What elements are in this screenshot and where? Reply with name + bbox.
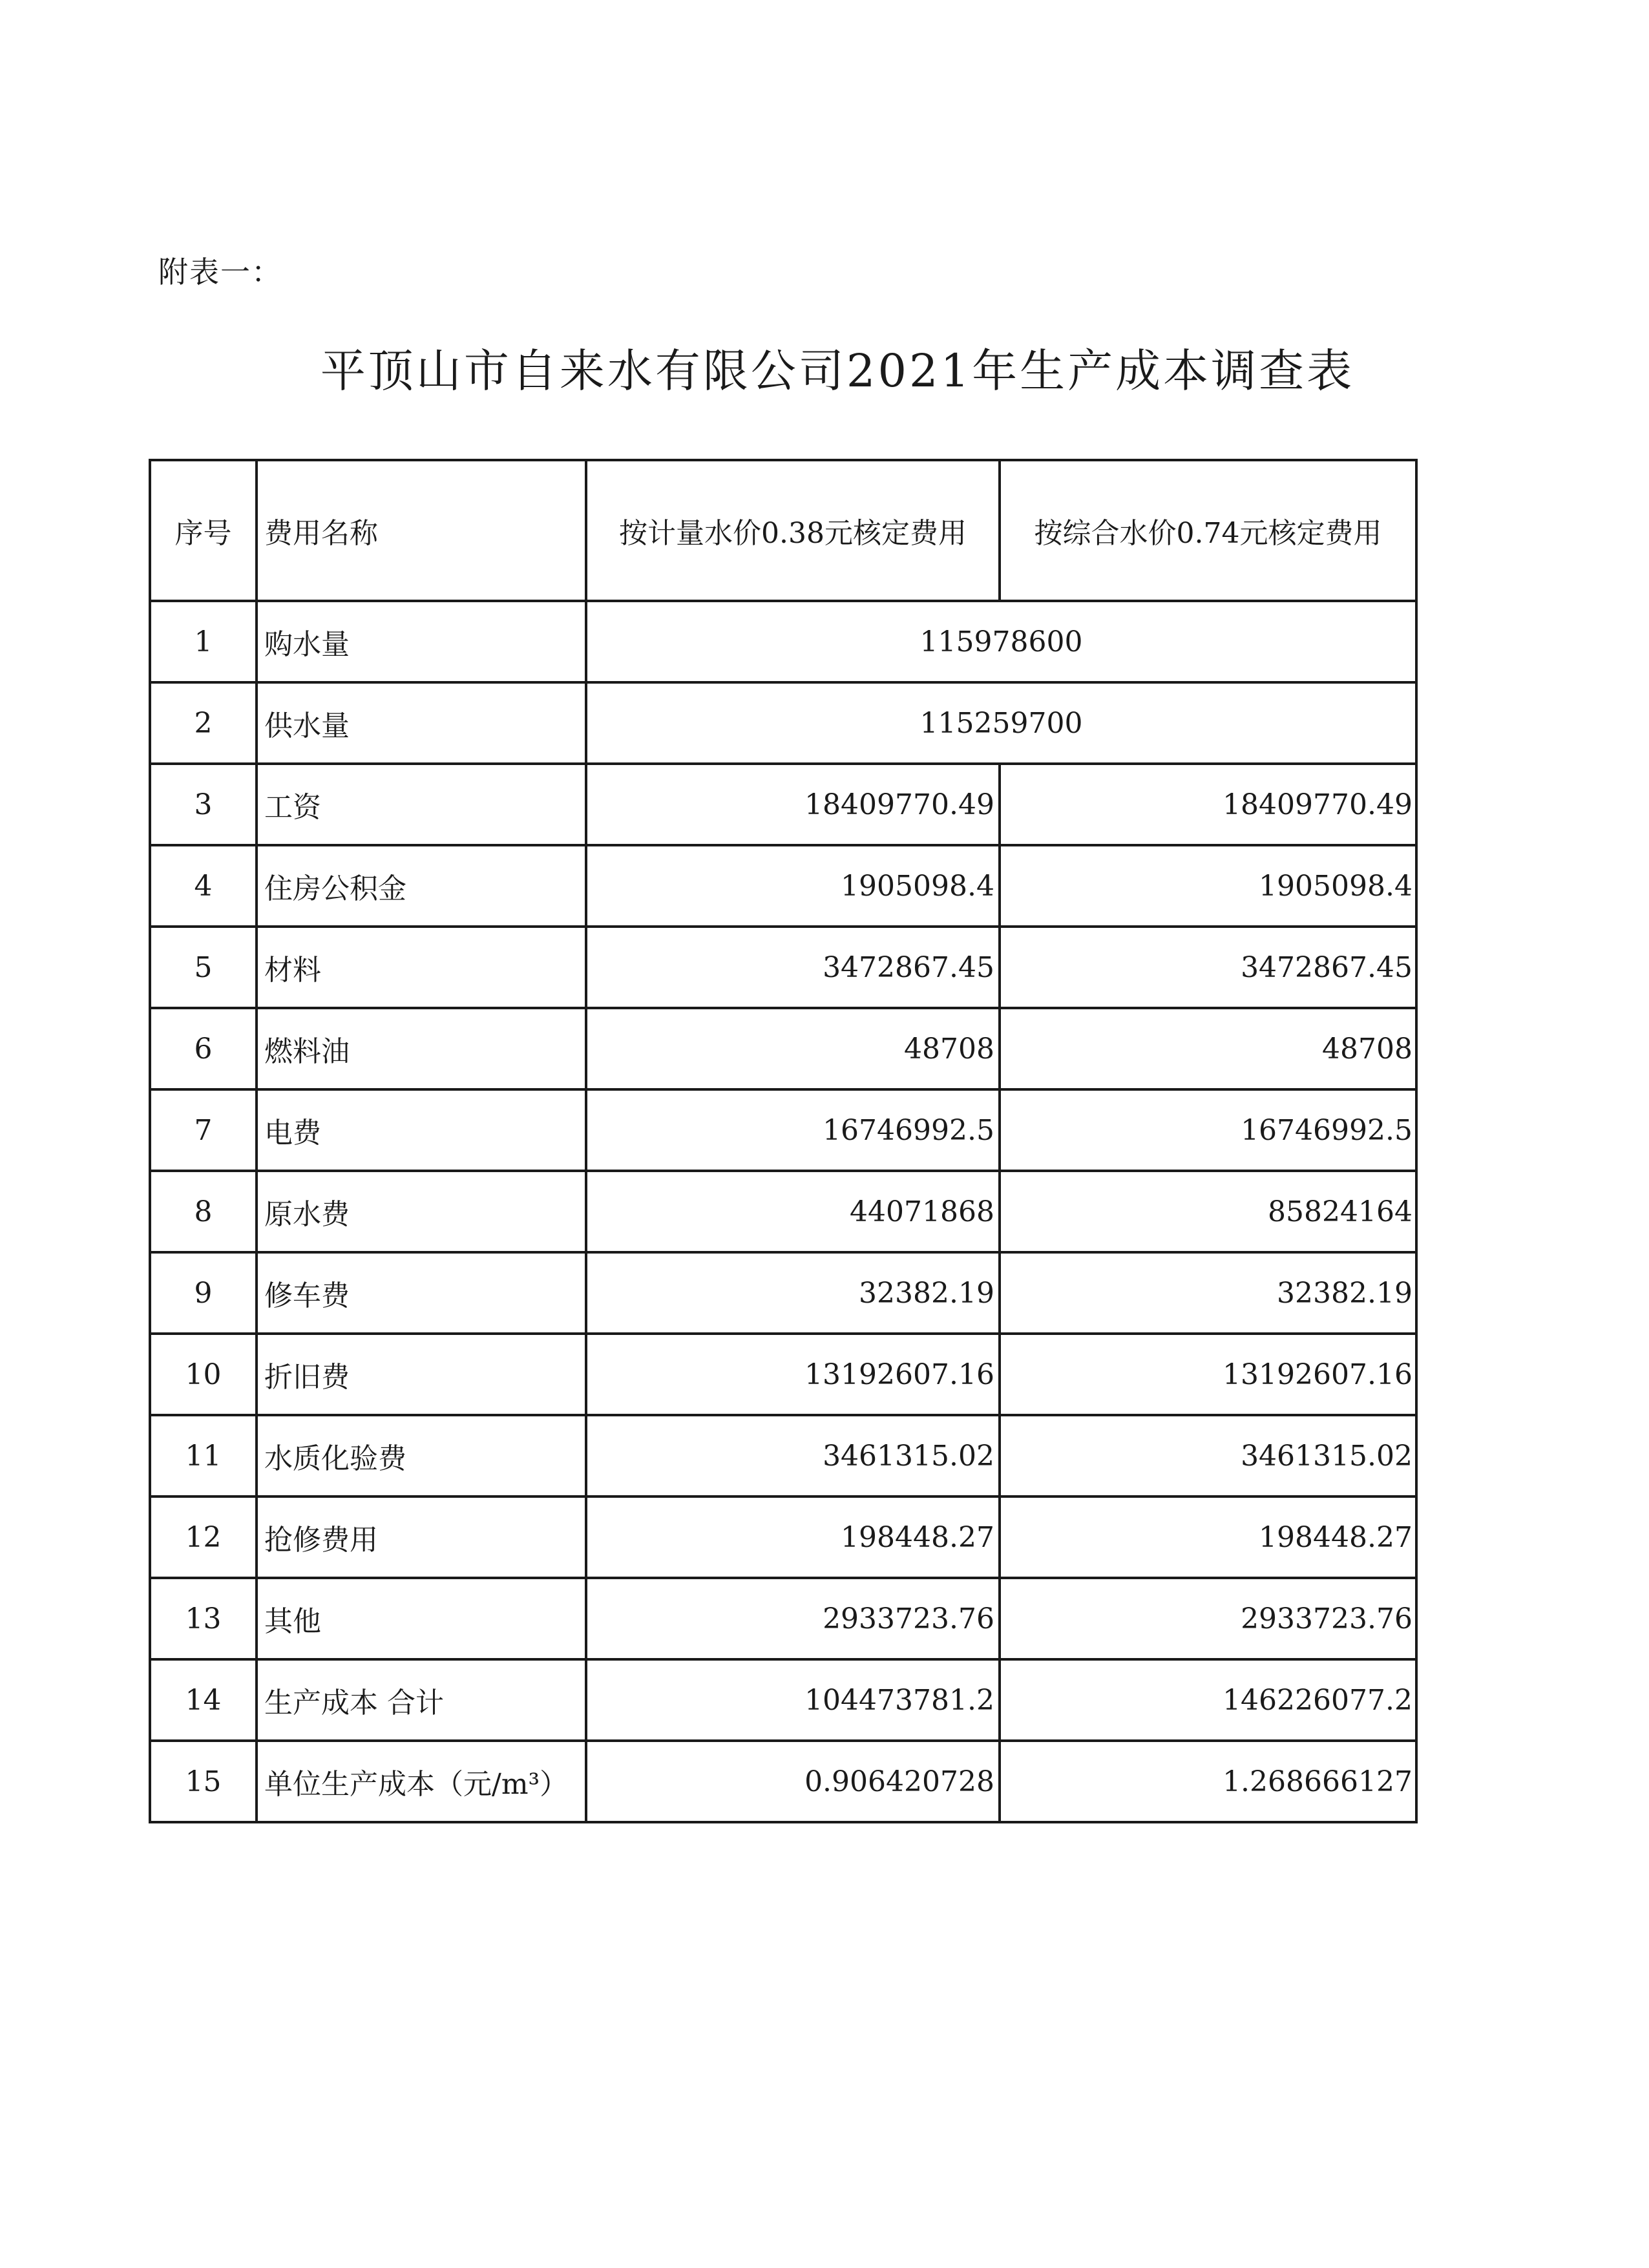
- row-value-b: 146226077.2: [1000, 1659, 1416, 1741]
- row-value-b: 48708: [1000, 1008, 1416, 1089]
- header-col-b: 按综合水价0.74元核定费用: [1000, 460, 1416, 601]
- row-value-b: 85824164: [1000, 1171, 1416, 1252]
- table-row-merged: [150, 682, 1416, 764]
- header-name: 费用名称: [257, 460, 586, 601]
- row-value-b: 2933723.76: [1000, 1578, 1416, 1659]
- row-name: 材料: [257, 927, 586, 1008]
- row-name: 折旧费: [257, 1334, 586, 1415]
- row-index: 2: [150, 682, 257, 764]
- table-row: [150, 764, 1416, 845]
- table-row: [150, 1741, 1416, 1822]
- row-index: 13: [150, 1578, 257, 1659]
- row-value-a: 13192607.16: [586, 1334, 1000, 1415]
- row-value-b: 32382.19: [1000, 1252, 1416, 1334]
- row-value-b: 1.268666127: [1000, 1741, 1416, 1822]
- row-name: 修车费: [257, 1252, 586, 1334]
- table-row: [150, 1496, 1416, 1578]
- row-merged-value: 115978600: [586, 601, 1416, 682]
- table-row: [150, 1008, 1416, 1089]
- row-value-a: 3461315.02: [586, 1415, 1000, 1496]
- row-name: 生产成本 合计: [257, 1659, 586, 1741]
- row-value-b: 3461315.02: [1000, 1415, 1416, 1496]
- row-value-a: 44071868: [586, 1171, 1000, 1252]
- row-value-a: 0.906420728: [586, 1741, 1000, 1822]
- row-name: 电费: [257, 1089, 586, 1171]
- row-value-a: 198448.27: [586, 1496, 1000, 1578]
- row-name: 其他: [257, 1578, 586, 1659]
- row-name: 工资: [257, 764, 586, 845]
- table-row: [150, 1252, 1416, 1334]
- row-value-a: 104473781.2: [586, 1659, 1000, 1741]
- table-row: [150, 845, 1416, 927]
- row-value-b: 1905098.4: [1000, 845, 1416, 927]
- table-row: [150, 1171, 1416, 1252]
- row-value-a: 48708: [586, 1008, 1000, 1089]
- page-title: 平顶山市自来水有限公司2021年生产成本调查表: [320, 344, 1355, 397]
- header-col-a: 按计量水价0.38元核定费用: [586, 460, 1000, 601]
- row-index: 6: [150, 1008, 257, 1089]
- row-value-a: 3472867.45: [586, 927, 1000, 1008]
- row-value-a: 2933723.76: [586, 1578, 1000, 1659]
- row-value-b: 16746992.5: [1000, 1089, 1416, 1171]
- row-index: 4: [150, 845, 257, 927]
- row-name: 单位生产成本（元/m³）: [257, 1741, 586, 1822]
- row-index: 1: [150, 601, 257, 682]
- row-index: 10: [150, 1334, 257, 1415]
- row-index: 15: [150, 1741, 257, 1822]
- row-index: 12: [150, 1496, 257, 1578]
- row-index: 8: [150, 1171, 257, 1252]
- row-index: 9: [150, 1252, 257, 1334]
- row-name: 购水量: [257, 601, 586, 682]
- header-index: 序号: [150, 460, 257, 601]
- row-value-b: 18409770.49: [1000, 764, 1416, 845]
- appendix-label: 附表一：: [158, 255, 282, 289]
- table-row: [150, 1415, 1416, 1496]
- row-value-a: 1905098.4: [586, 845, 1000, 927]
- row-index: 7: [150, 1089, 257, 1171]
- table-header-row: [150, 460, 1416, 601]
- table-row: [150, 1089, 1416, 1171]
- table-row: [150, 1578, 1416, 1659]
- row-merged-value: 115259700: [586, 682, 1416, 764]
- row-name: 供水量: [257, 682, 586, 764]
- row-value-b: 198448.27: [1000, 1496, 1416, 1578]
- row-value-a: 16746992.5: [586, 1089, 1000, 1171]
- row-index: 14: [150, 1659, 257, 1741]
- table-row-merged: [150, 601, 1416, 682]
- table-row: [150, 1334, 1416, 1415]
- row-name: 水质化验费: [257, 1415, 586, 1496]
- row-name: 原水费: [257, 1171, 586, 1252]
- row-name: 抢修费用: [257, 1496, 586, 1578]
- row-value-b: 13192607.16: [1000, 1334, 1416, 1415]
- row-name: 燃料油: [257, 1008, 586, 1089]
- cost-table: [149, 459, 1418, 1823]
- row-name: 住房公积金: [257, 845, 586, 927]
- row-value-b: 3472867.45: [1000, 927, 1416, 1008]
- table-row: [150, 1659, 1416, 1741]
- table-row: [150, 927, 1416, 1008]
- row-value-a: 32382.19: [586, 1252, 1000, 1334]
- row-value-a: 18409770.49: [586, 764, 1000, 845]
- row-index: 11: [150, 1415, 257, 1496]
- row-index: 3: [150, 764, 257, 845]
- row-index: 5: [150, 927, 257, 1008]
